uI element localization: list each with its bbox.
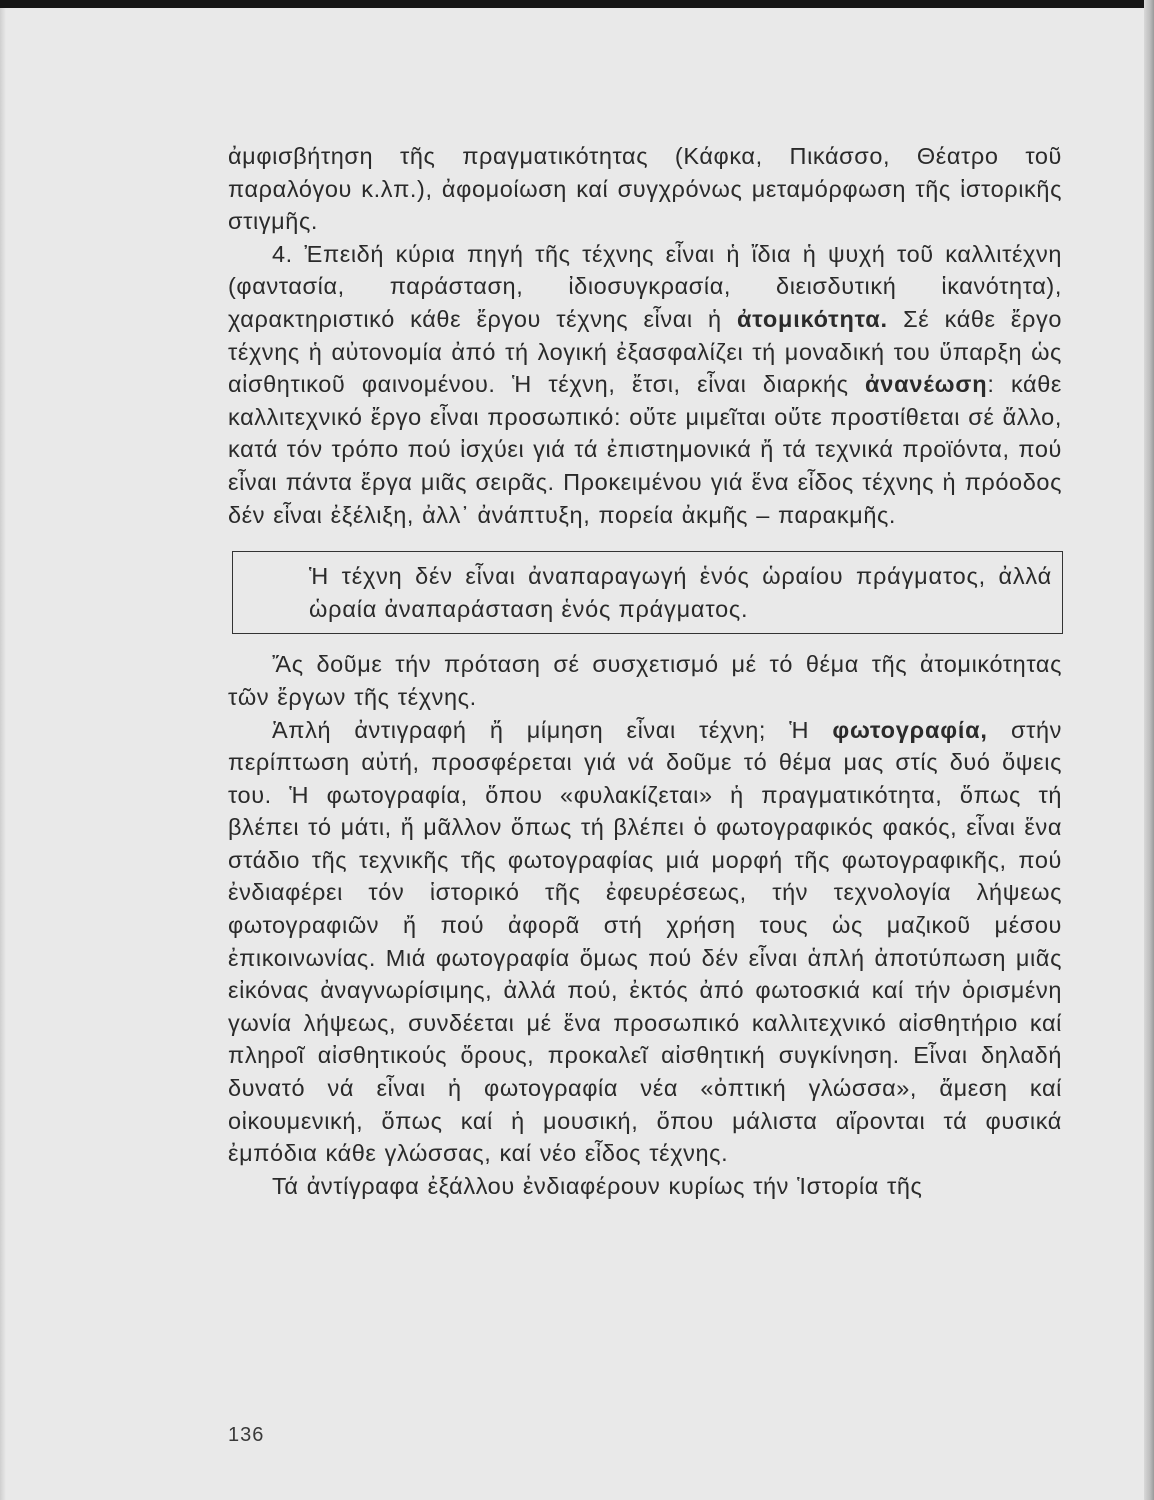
paragraph-2-text-2: Σέ κάθε ἔργο τέχνης ἡ αὐτονομία ἀπό τή λογική ἐξασφαλίζει τή μοναδική του ὕπαρξη ὡς αἰσθητικοῦ φαινομένου. Ἡ τέχνη, ἔτσι, εἶναι διαρκής: [228, 305, 1062, 398]
page-number: 136: [228, 1424, 265, 1446]
quote-text: Ἡ τέχνη δέν εἶναι ἀναπαραγωγή ἑνός ὡραίου πράγματος, ἀλλά ὡραία ἀναπαράσταση ἑνός πράγματος.: [309, 563, 1052, 622]
paragraph-4-text-1: Ἁπλή ἀντιγραφή ἤ μίμηση εἶναι τέχνη; Ἡ: [272, 716, 833, 743]
paragraph-1: ἀμφισβήτηση τῆς πραγματικότητας (Κάφκα, Πικάσσο, Θέατρο τοῦ παραλόγου κ.λπ.), ἀφομοίωση καί συγχρόνως μεταμόρφωση τῆς ἱστορικῆς στιγμῆς.: [228, 143, 1062, 235]
paragraph-2-text-3: : κάθε καλλιτεχνικό ἔργο εἶναι προσωπικό: οὔτε μιμεῖται οὔτε προστίθεται σέ ἄλλο, κατά τόν τρόπο πού ἰσχύει γιά τά ἐπιστημονικά ἤ τά τεχνικά προϊόντα, πού εἶναι πάντα ἔργα μιᾶς σειρᾶς. Προκειμένου γιά ἕνα εἶδος τέχνης ἡ πρόοδος δέν εἶναι ἐξέλιξη, ἀλλ᾽ ἀνάπτυξη, πορεία ἀκμῆς – παρακμῆς.: [228, 371, 1062, 528]
term-individuality: ἀτομικότητα.: [736, 305, 888, 332]
term-renewal: ἀνανέωση: [865, 371, 988, 398]
paragraph-2-text-1: 4. Ἐπειδή κύρια πηγή τῆς τέχνης εἶναι ἡ ἴδια ἡ ψυχή τοῦ καλλιτέχνη (φαντασία, παράσταση, ἰδιοσυγκρασία, διεισδυτική ἱκανότητα), χαρακτηριστικό κάθε ἔργου τέχνης εἶναι ἡ: [228, 240, 1062, 332]
paragraph-4-text-2: στήν περίπτωση αὐτή, προσφέρεται γιά νά δοῦμε τό θέμα μας στίς δυό ὄψεις του. Ἡ φωτογραφία, ὅπου «φυλακίζεται» ἡ πραγματικότητα, ὅπως τή βλέπει τό μάτι, ἤ μᾶλλον ὅπως τή βλέπει ὁ φωτογραφικός φακός, εἶναι ἕνα στάδιο τῆς τεχνικῆς τῆς φωτογραφίας μιά μορφή τῆς φωτογραφικῆς, πού ἐνδιαφέρει τόν ἱστορικό τῆς ἐφευρέσεως, τήν τεχνολογία λήψεως φωτογραφιῶν ἤ πού ἀφορᾶ στή χρήση τους ὡς μαζικοῦ μέσου ἐπικοινωνίας. Μιά φωτογραφία ὅμως πού δέν εἶναι ἁπλή ἀποτύπωση μιᾶς εἰκόνας ἀναγνωρίσιμης, ἀλλά πού, ἐκτός ἀπό φωτοσκιά καί τήν ὁρισμένη γωνία λήψεως, συνδέεται μέ ἕνα προσωπικό καλλιτεχνικό αἰσθητήριο καί πληροῖ αἰσθητικούς ὅρους, προκαλεῖ αἰσθητική συγκίνηση. Εἶναι δηλαδή δυνατό νά εἶναι ἡ φωτογραφία νέα «ὀπτική γλώσσα», ἄμεση καί οἰκουμενική, ὅπως καί ἡ μουσική, ὅπου μάλιστα αἴρονται τά φυσικά ἐμπόδια κάθε γλώσσας, καί νέο εἶδος τέχνης.: [228, 716, 1063, 1167]
page-body: [228, 140, 1062, 1202]
paragraph-2: [228, 238, 1062, 531]
scan-right-edge: [1144, 0, 1154, 1500]
paragraph-5: Τά ἀντίγραφα ἐξάλλου ἐνδιαφέρουν κυρίως τήν Ἱστορία τῆς: [272, 1172, 923, 1199]
term-photography: φωτογραφία,: [832, 716, 988, 743]
paragraph-4: [228, 714, 1062, 1170]
quote-box: [232, 551, 1063, 634]
scan-left-shadow: [0, 8, 6, 1500]
scan-top-edge: [0, 0, 1154, 8]
paragraph-3: Ἄς δοῦμε τήν πρόταση σέ συσχετισμό μέ τό θέμα τῆς ἀτομικότητας τῶν ἔργων τῆς τέχνης.: [228, 651, 1062, 710]
